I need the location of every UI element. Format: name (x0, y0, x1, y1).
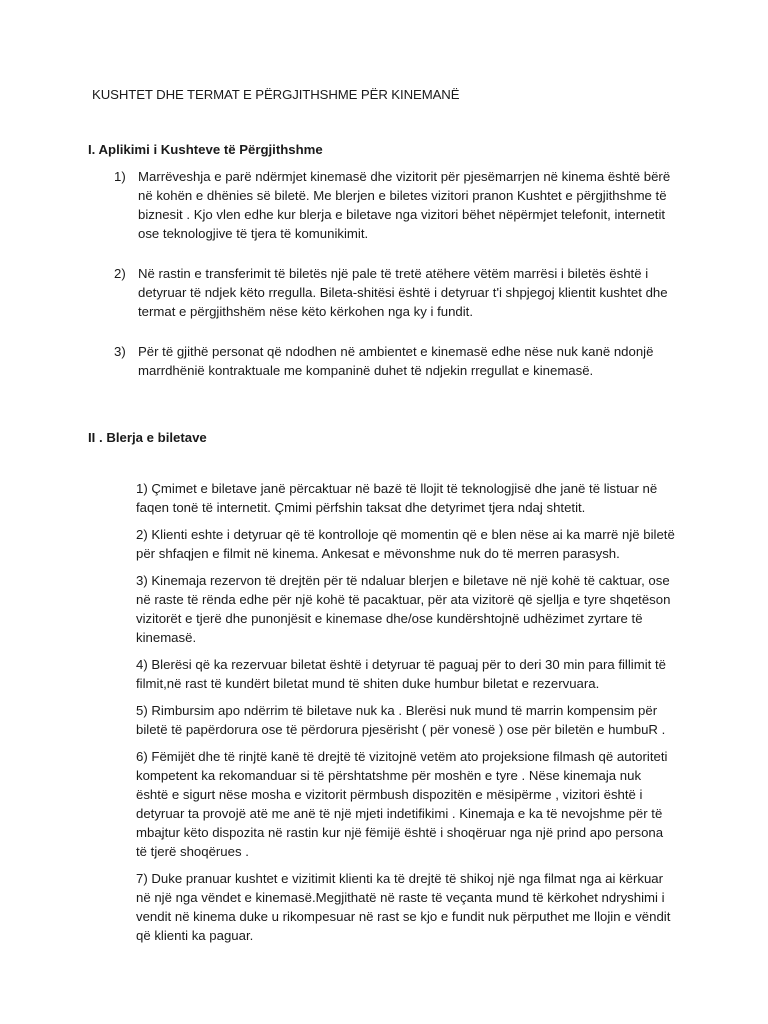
list-item-number: 1) (114, 169, 126, 184)
section-1-heading: I. Aplikimi i Kushteve të Përgjithshme (88, 142, 323, 157)
paragraph: 6) Fëmijët dhe të rinjtë kanë të drejtë të vizitojnë vetëm ato projeksione filmash që autoriteti kompetent ka rekomanduar si të përshtatshme për moshën e tyre . Nëse kinemaja nuk është e sigurt nëse mosha e vizitorit përmbush dispozitën e mësipërme , vizitori është i detyruar ta provojë atë me anë të një mjeti indetifikimi . Kinemaja e ka të nevojshme për të mbajtur këto dispozita në rastin kur një fëmijë është i shoqëruar nga një prind apo persona të tjerë shoqërues . (136, 749, 668, 859)
paragraph: 4) Blerësi që ka rezervuar biletat është i detyruar të paguaj për to deri 30 min para fillimit të filmit,në rast të kundërt biletat mund të shiten duke humbur biletat e rezervuara. (136, 657, 666, 691)
list-item (114, 264, 674, 321)
paragraph: 7) Duke pranuar kushtet e vizitimit klienti ka të drejtë të shikoj një nga filmat nga ai kërkuar në një nga vëndet e kinemasë.Megjithatë në raste të veçanta mund të kërkohet ndryshimi i vendit në kinema duke u rikompesuar në rast se kjo e fundit nuk përputhet me llojin e vëndit që klienti ka paguar. (136, 871, 671, 943)
list-item-text: Marrëveshja e parë ndërmjet kinemasë dhe vizitorit për pjesëmarrjen në kinema është bërë në kohën e dhënies së biletë. Me blerjen e biletes vizitori pranon Kushtet e përgjithshme të biznesit . Kjo vlen edhe kur blerja e biletave nga vizitori bëhet nëpërmjet telefonit, internetit ose teknologjive të tjera të komunikimit. (138, 169, 671, 241)
document-title: KUSHTET DHE TERMAT E PËRGJITHSHME PËR KINEMANË (92, 87, 460, 102)
section-1-list (114, 167, 674, 401)
list-item (114, 167, 674, 243)
paragraph: 5) Rimbursim apo ndërrim të biletave nuk ka . Blerësi nuk mund të marrin kompensim për biletë të papërdorura ose të përdorura pjesërisht ( për vonesë ) ose për biletën e humbuR . (136, 703, 666, 737)
paragraph: 3) Kinemaja rezervon të drejtën për të ndaluar blerjen e biletave në një kohë të caktuar, ose në raste të rënda edhe për një kohë të pacaktuar, për ata vizitorë që sjellja e tyre shqetëson vizitorët e tjerë dhe punonjësit e kinemase dhe/ose kundërshtojnë udhëzimet zyrtare të kinemasë. (136, 573, 671, 645)
paragraph: 1) Çmimet e biletave janë përcaktuar në bazë të llojit të teknologjisë dhe janë të listuar në faqen tonë të internetit. Çmimi përfshin taksat dhe detyrimet tjera ndaj shtetit. (136, 481, 658, 515)
list-item-text: Për të gjithë personat që ndodhen në ambientet e kinemasë edhe nëse nuk kanë ndonjë marrdhënië kontraktuale me kompaninë duhet të ndjekin rregullat e kinemasë. (138, 344, 654, 378)
section-2-paragraphs (136, 479, 676, 953)
section-2-heading: II . Blerja e biletave (88, 430, 207, 445)
list-item-number: 3) (114, 344, 126, 359)
list-item (114, 342, 674, 380)
list-item-text: Në rastin e transferimit të biletës një pale të tretë atëhere vëtëm marrësi i biletës është i detyruar të ndjek këto rregulla. Bileta-shitësi është i detyruar t'i shpjegoj klientit kushtet dhe termat e përgjithshëm nëse këto kërkohen nga ky i fundit. (138, 266, 668, 319)
list-item-number: 2) (114, 266, 126, 281)
paragraph: 2) Klienti eshte i detyruar që të kontrolloje që momentin që e blen nëse ai ka marrë një biletë për shfaqjen e filmit në kinema. Ankesat e mëvonshme nuk do të merren parasysh. (136, 527, 675, 561)
